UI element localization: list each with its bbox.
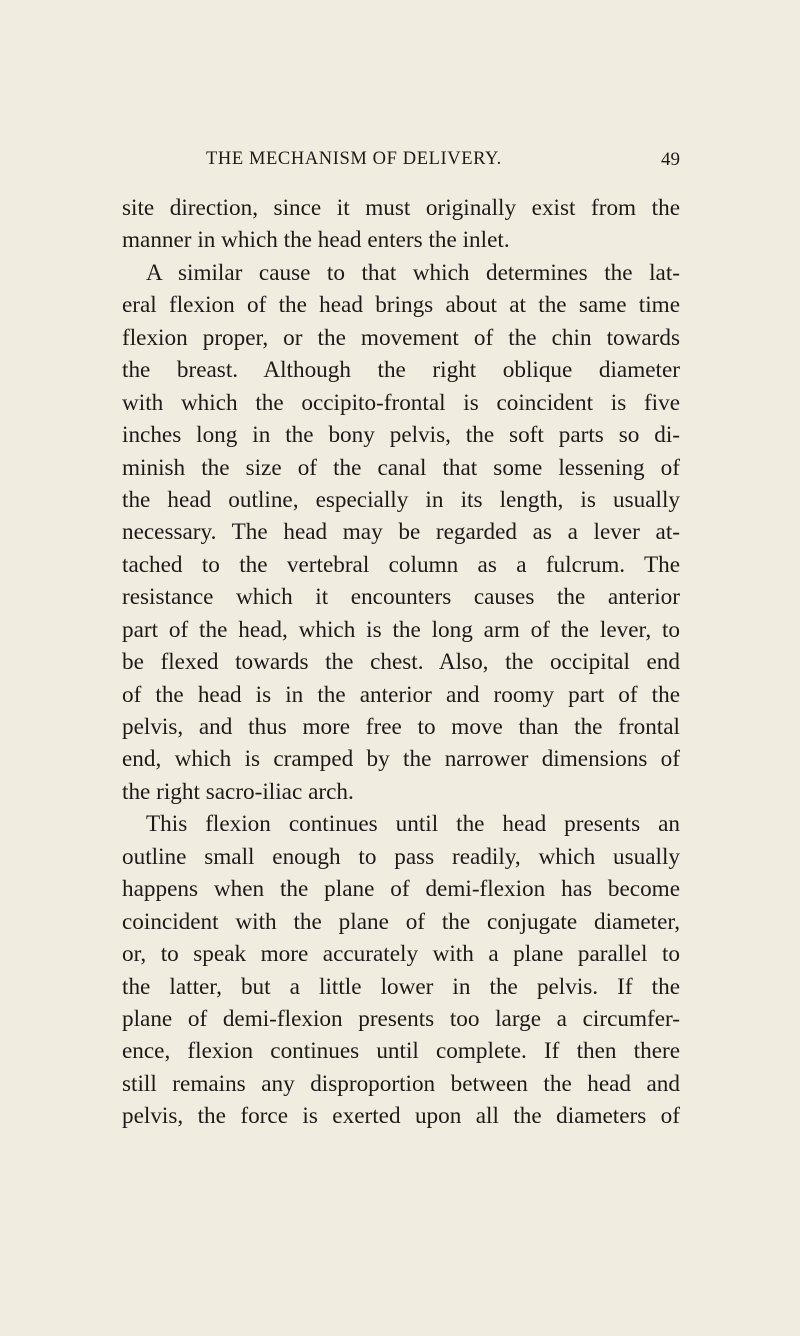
running-head: [206, 149, 680, 175]
text-line: with which the occipito-frontal is coincident is five: [122, 389, 680, 416]
text-line: the latter, but a little lower in the pelvis. If the: [122, 973, 680, 1000]
text-line: end, which is cramped by the narrower dimensions of: [122, 746, 680, 773]
page-number: 49: [661, 149, 680, 170]
text-line: pelvis, the force is exerted upon all the diameters of: [122, 1103, 680, 1130]
text-line: the right sacro-iliac arch.: [122, 778, 354, 805]
text-line: necessary. The head may be regarded as a lever at-: [122, 519, 680, 546]
text-line: coincident with the plane of the conjugate diameter,: [122, 908, 680, 935]
text-line: manner in which the head enters the inlet.: [122, 227, 510, 254]
text-line: happens when the plane of demi-flexion has become: [122, 876, 680, 903]
text-line: This flexion continues until the head presents an: [146, 811, 680, 838]
text-line: A similar cause to that which determines the lat-: [146, 259, 680, 286]
text-line: part of the head, which is the long arm of the lever, to: [122, 616, 680, 643]
body-text: [122, 192, 680, 1133]
text-line: eral flexion of the head brings about at the same time: [122, 292, 680, 319]
text-line: minish the size of the canal that some lessening of: [122, 454, 680, 481]
text-line: be flexed towards the chest. Also, the occipital end: [122, 649, 680, 676]
text-line: outline small enough to pass readily, which usually: [122, 843, 680, 870]
text-line: or, to speak more accurately with a plane parallel to: [122, 941, 680, 968]
running-title: THE MECHANISM OF DELIVERY.: [206, 149, 502, 169]
text-line: resistance which it encounters causes the anterior: [122, 584, 680, 611]
text-line: plane of demi-flexion presents too large a circumfer-: [122, 1005, 680, 1032]
text-line: site direction, since it must originally exist from the: [122, 195, 680, 221]
text-line: still remains any disproportion between the head and: [122, 1070, 680, 1097]
text-line: the head outline, especially in its length, is usually: [122, 486, 680, 513]
text-line: tached to the vertebral column as a fulcrum. The: [122, 551, 680, 578]
text-line: pelvis, and thus more free to move than the frontal: [122, 714, 680, 740]
text-line: of the head is in the anterior and roomy part of the: [122, 681, 680, 708]
text-line: the breast. Although the right oblique diameter: [122, 357, 680, 384]
text-line: inches long in the bony pelvis, the soft parts so di-: [122, 422, 680, 449]
text-line: flexion proper, or the movement of the chin towards: [122, 324, 680, 351]
text-line: ence, flexion continues until complete. If then there: [122, 1038, 680, 1065]
